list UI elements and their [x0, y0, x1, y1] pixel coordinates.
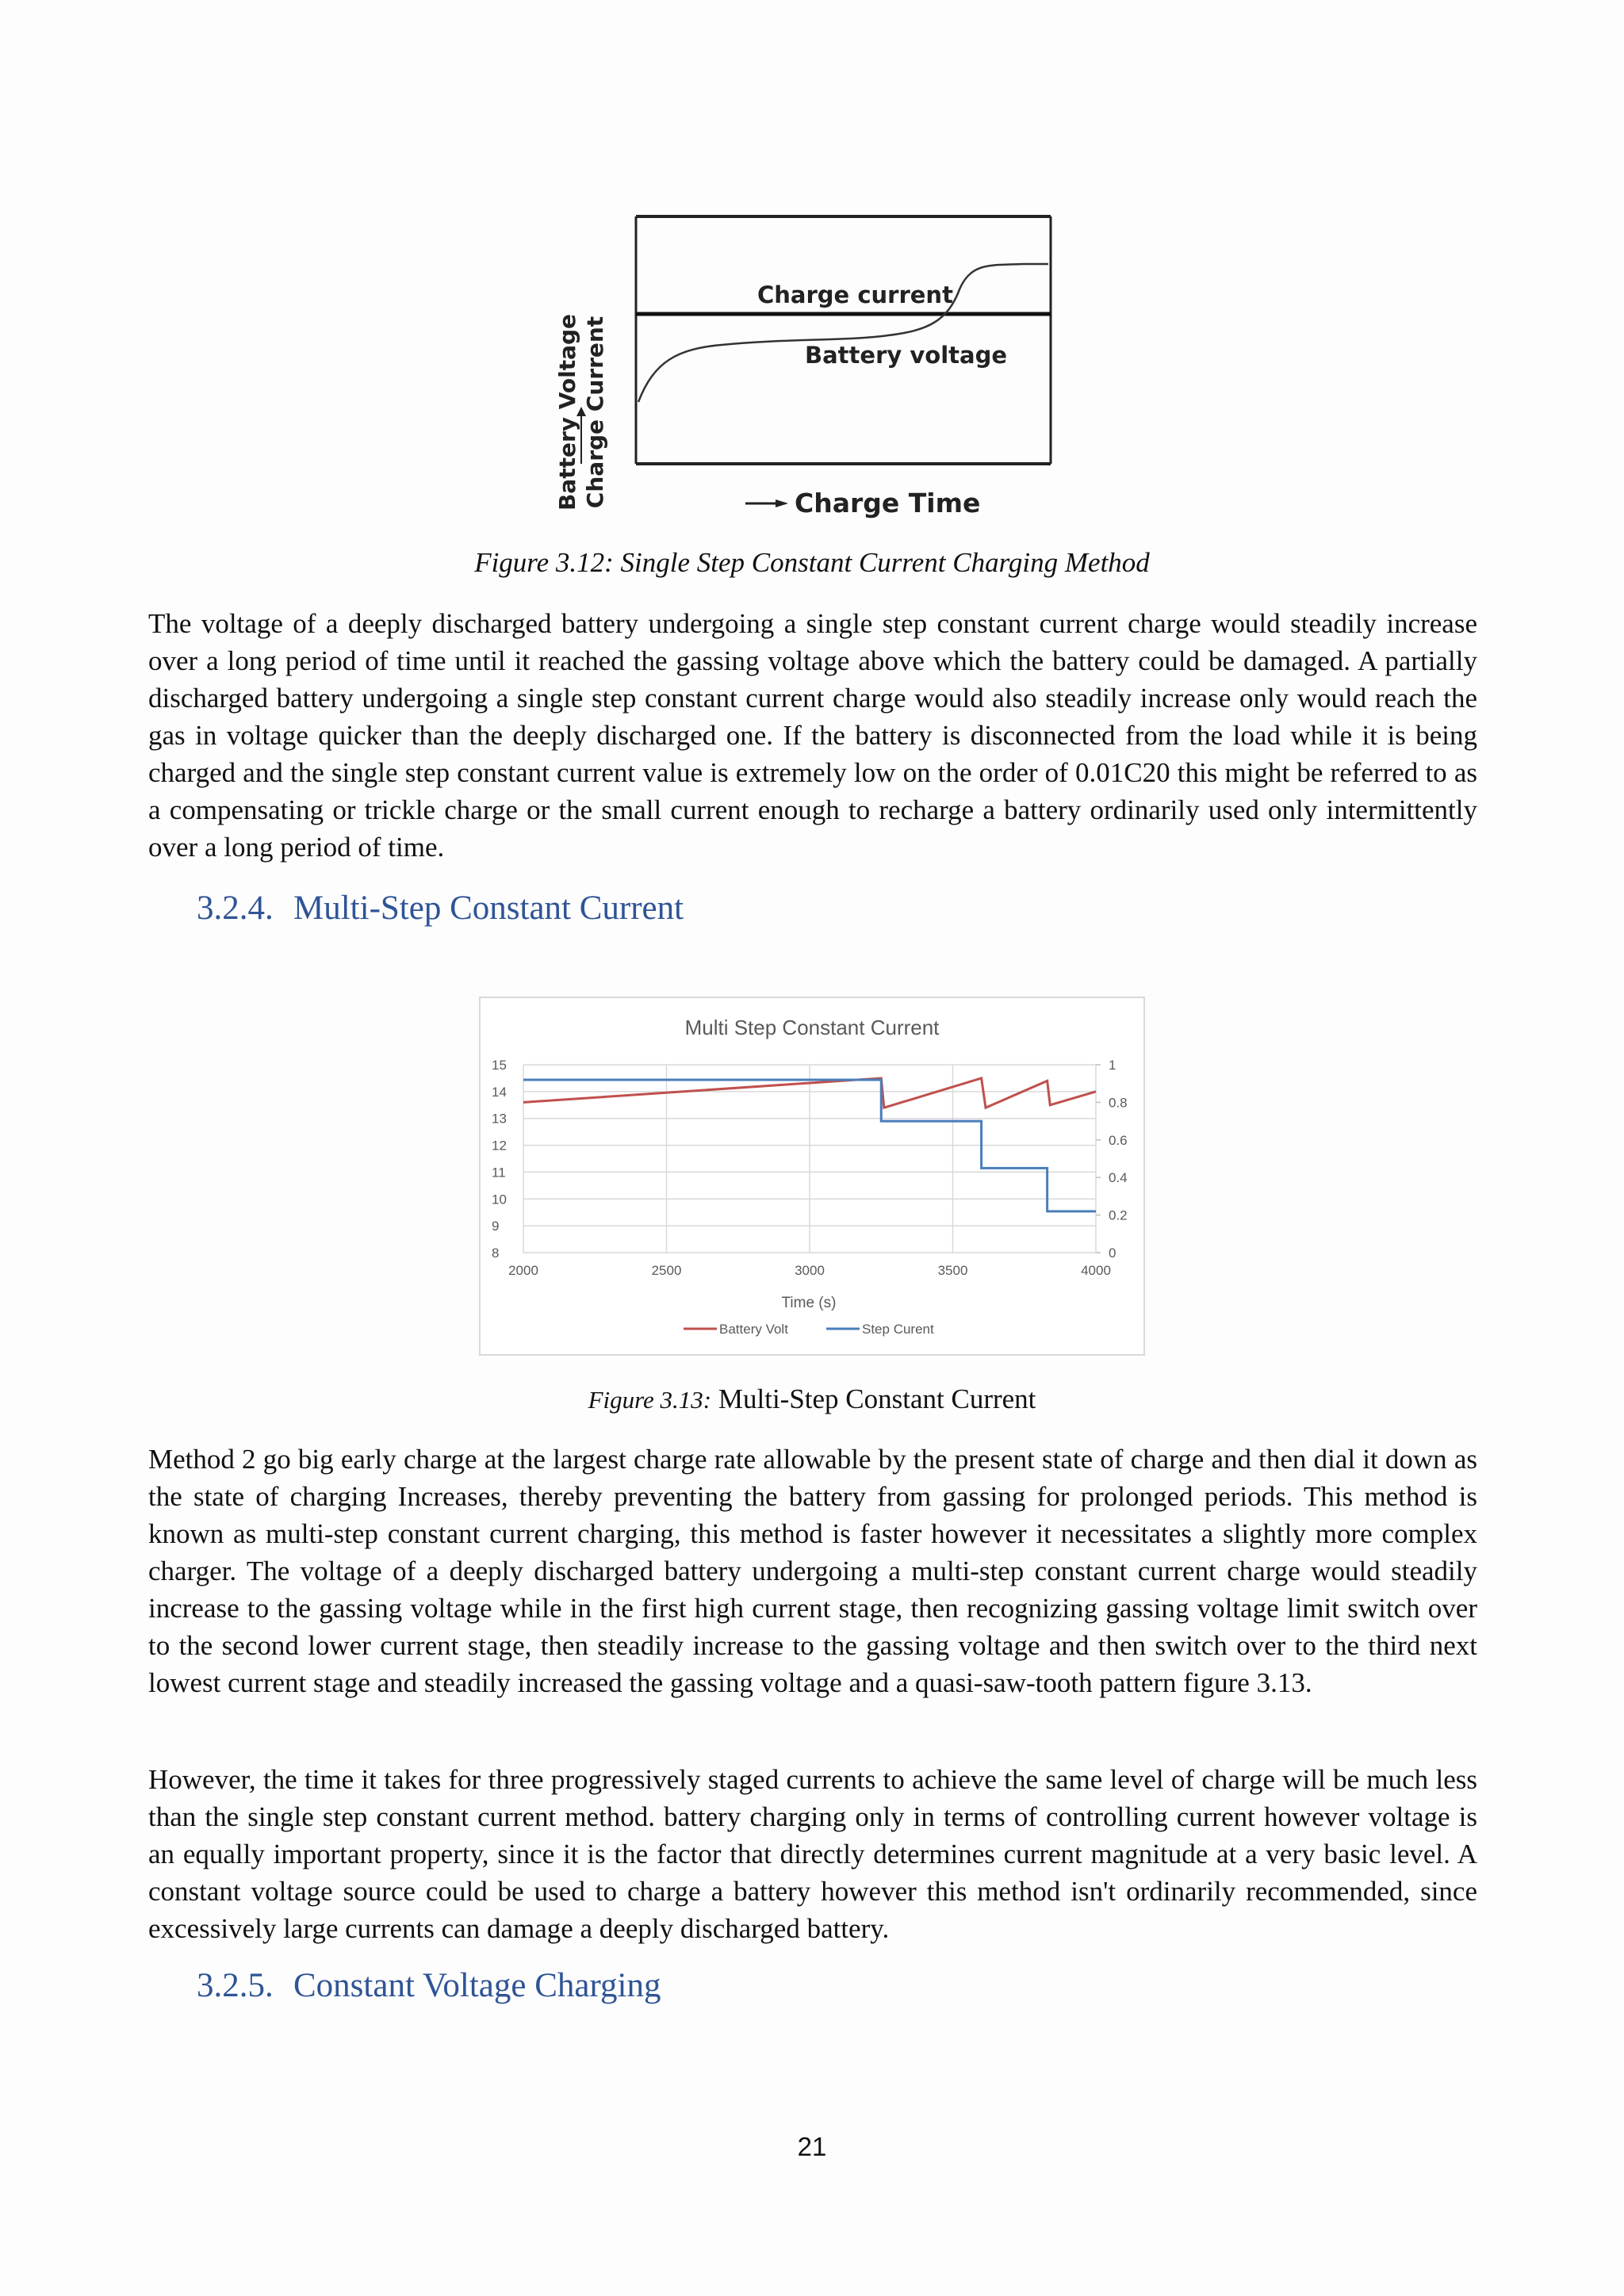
chart-y-tick-left: 9: [492, 1219, 500, 1234]
chart-x-tick: 2000: [508, 1263, 538, 1278]
figure-3-12-caption-text: Figure 3.12: Single Step Constant Current Charging Method: [474, 547, 1150, 578]
chart-y-tick-left: 11: [492, 1165, 506, 1181]
figure-3-13-caption: [0, 1383, 1624, 1415]
chart-x-tick: 3500: [937, 1263, 968, 1278]
chart-y-tick-right: 1: [1109, 1058, 1116, 1073]
paragraph-2: Method 2 go big early charge at the largest charge rate allowable by the present state of charge and then dial it down as the state of charging Increases, thereby preventing the battery from gassing for prolonged periods. This method is known as multi-step constant current charging, this method is faster however it necessitates a slightly more complex charger. The voltage of a deeply discharged battery undergoing a multi-step constant current charge would steadily increase to the gassing voltage while in the first high current stage, then recognizing gassing voltage limit switch over to the second lower current stage, then steadily increase to the gassing voltage and then switch over to the third next lowest current stage and steadily increased the gassing voltage and a quasi-saw-tooth pattern figure 3.13.: [148, 1444, 1477, 1698]
heading-title: Constant Voltage Charging: [293, 1967, 661, 2004]
figure-3-13-caption-prefix: Figure 3.13:: [588, 1386, 712, 1414]
heading-title: Multi-Step Constant Current: [293, 890, 684, 927]
heading-number: 3.2.4.: [197, 890, 274, 927]
section-heading-3-2-5: [197, 1966, 661, 2005]
figure-3-13-caption-text: Multi-Step Constant Current: [718, 1383, 1036, 1414]
page-number: 21: [797, 2132, 827, 2161]
chart-y-tick-right: 0.8: [1109, 1095, 1128, 1111]
chart-title: Multi Step Constant Current: [684, 1016, 940, 1039]
chart-y-tick-right: 0.6: [1109, 1132, 1128, 1148]
chart-y-tick-left: 14: [492, 1084, 507, 1100]
figure-single-step-diagram: [547, 202, 1071, 527]
figure1-y-label-current: Charge Current: [582, 316, 608, 509]
chart-y-tick-left: 12: [492, 1138, 507, 1154]
legend-step-curent: Step Curent: [862, 1322, 934, 1337]
chart-y-tick-left: 8: [492, 1246, 500, 1261]
figure1-label-charge-current: Charge current: [757, 281, 953, 308]
legend-battery-volt: Battery Volt: [719, 1322, 788, 1337]
chart-x-axis-label: Time (s): [781, 1295, 837, 1311]
heading-number: 3.2.5.: [197, 1967, 274, 2004]
chart-y-tick-right: 0: [1109, 1246, 1116, 1261]
chart-x-tick: 2500: [651, 1263, 682, 1278]
chart-y-tick-right: 0.4: [1109, 1170, 1128, 1186]
figure1-label-battery-voltage: Battery voltage: [805, 342, 1007, 369]
chart-y-tick-left: 10: [492, 1192, 507, 1207]
multi-step-chart: [479, 997, 1145, 1356]
paragraph-1: The voltage of a deeply discharged battery undergoing a single step constant current charge would steadily increase over a long period of time until it reached the gassing voltage above which the battery could be damaged. A partially discharged battery undergoing a single step constant current charge would also steadily increase only would reach the gas in voltage quicker than the deeply discharged one. If the battery is disconnected from the load while it is being charged and the single step constant current value is extremely low on the order of 0.01C20 this might be referred to as a compensating or trickle charge or the small current enough to recharge a battery ordinarily used only intermittently over a long period of time.: [148, 608, 1477, 863]
chart-x-tick: 3000: [795, 1263, 825, 1278]
figure1-x-label: Charge Time: [795, 488, 981, 519]
section-heading-3-2-4: [197, 889, 684, 928]
chart-y-tick-right: 0.2: [1109, 1207, 1128, 1223]
chart-x-tick: 4000: [1081, 1263, 1111, 1278]
paragraph-3: However, the time it takes for three progressively staged currents to achieve the same level of charge will be much less than the single step constant current method. battery charging only in terms of controlling current however voltage is an equally important property, since it is the factor that directly determines current magnitude at a very basic level. A constant voltage source could be used to charge a battery however this method isn't ordinarily recommended, since excessively large currents can damage a deeply discharged battery.: [148, 1764, 1477, 1944]
figure1-y-label-voltage: Battery Voltage: [554, 313, 580, 511]
chart-y-tick-left: 15: [492, 1058, 507, 1073]
chart-y-tick-left: 13: [492, 1111, 507, 1127]
figure-3-12-caption: [0, 547, 1624, 579]
